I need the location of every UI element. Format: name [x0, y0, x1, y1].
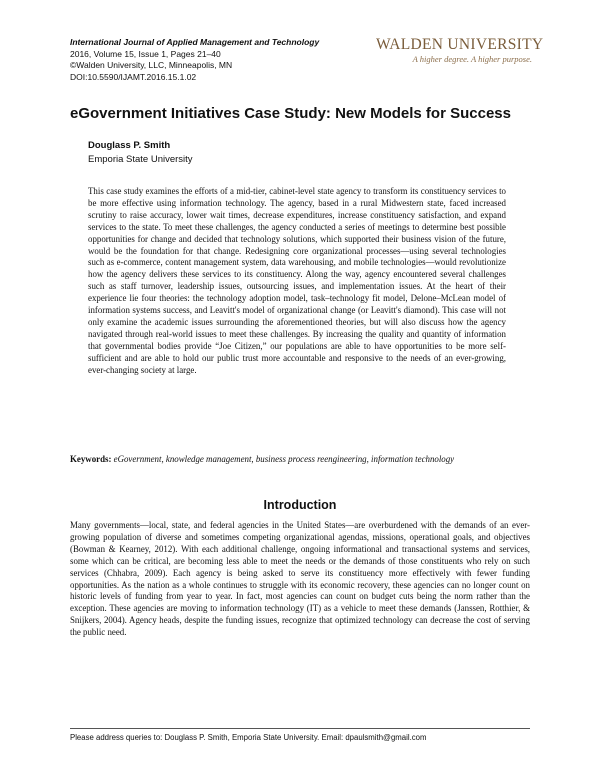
introduction-paragraph: Many governments—local, state, and federal agencies in the United States—are overburdened with the demands of an ever-growing population of diverse and sometimes competing organizational agendas, missions, operational goals, and objectives (Bowman & Kearney, 2012). With each additional challenge, ongoing informational and transactional systems and services, some which can be critical, are becoming less able to meet the needs or the demands of those constituents who rely on such services (Chhabra, 2009). Each agency is being asked to serve its constituency more effectively with fewer funding opportunities. As the nation as a whole continues to struggle with its economic recovery, these agencies can no longer count on historic levels of funding from year to year. In fact, most agencies can count on budget cuts being the norm rather than the exception. These agencies are moving to information technology (IT) as a vehicle to meet these demands (Janssen, Rotthier, & Snijkers, 2004). Agency heads, despite the funding issues, recognize that optimized technology can decrease the cost of serving the public need. — [70, 520, 530, 638]
correspondence-footer: Please address queries to: Douglass P. Smith, Emporia State University. Email: dpaulsmith@gmail.com — [70, 733, 427, 742]
journal-meta — [70, 37, 370, 83]
abstract: This case study examines the efforts of a mid-tier, cabinet-level state agency to transform its constituency services to be more effective using information technology. The agency, based in a rural Midwestern state, faced increased scrutiny to raise accuracy, lower wait times, decrease expenditures, increase constituency satisfaction, and expand services to the state. To meet these challenges, the agency conducted a series of meetings to determine best possible opportunities for change and decided that technology solutions, which supported their business vision of the future, would be the foundation for that change. Redesigning core organizational processes—using several technologies such as e-commerce, content management system, data warehousing, and mobile technologies—would revolutionize how the agency delivers these services to its constituency. Along the way, agency encountered several challenges such as staff turnover, leadership issues, outsourcing issues, and implementation issues. At the heart of their experience lie four theories: the technology adoption model, task–technology fit model, Delone–McLean model of information systems success, and Leavitt's model of organizational change (or Leavitt's diamond). This case will not only examine the academic issues surrounding the aforementioned theories, but will also discuss how the agency navigated through real-world issues to meet these challenges. By increasing the quality and quantity of information that governmental bodies provide “Joe Citizen,” our populations are able to have opportunities to be more self-sufficient and are able to hold our public trust more accountable and responsive to the needs of an ever-growing, ever-changing society at large. — [88, 186, 506, 375]
issue-info: 2016, Volume 15, Issue 1, Pages 21–40 — [70, 48, 221, 59]
keywords — [70, 454, 520, 466]
keywords-label: Keywords: — [70, 454, 112, 464]
introduction-heading: Introduction — [263, 498, 337, 512]
walden-university-logo — [376, 36, 544, 68]
logo-tagline: A higher degree. A higher purpose. — [412, 54, 532, 64]
logo-name: WALDEN UNIVERSITY — [376, 36, 544, 53]
copyright-line: ©Walden University, LLC, Minneapolis, MN — [70, 60, 233, 70]
article-title: eGovernment Initiatives Case Study: New Models for Success — [70, 105, 511, 122]
author-affiliation: Emporia State University — [88, 154, 193, 165]
author-block — [88, 139, 193, 167]
author-name: Douglass P. Smith — [88, 140, 171, 151]
footer-divider — [70, 728, 530, 729]
keywords-text: eGovernment, knowledge management, business process reengineering, information technology — [113, 454, 455, 464]
journal-name: International Journal of Applied Management and Technology — [70, 37, 320, 47]
doi-line: DOI:10.5590/IJAMT.2016.15.1.02 — [70, 71, 197, 82]
